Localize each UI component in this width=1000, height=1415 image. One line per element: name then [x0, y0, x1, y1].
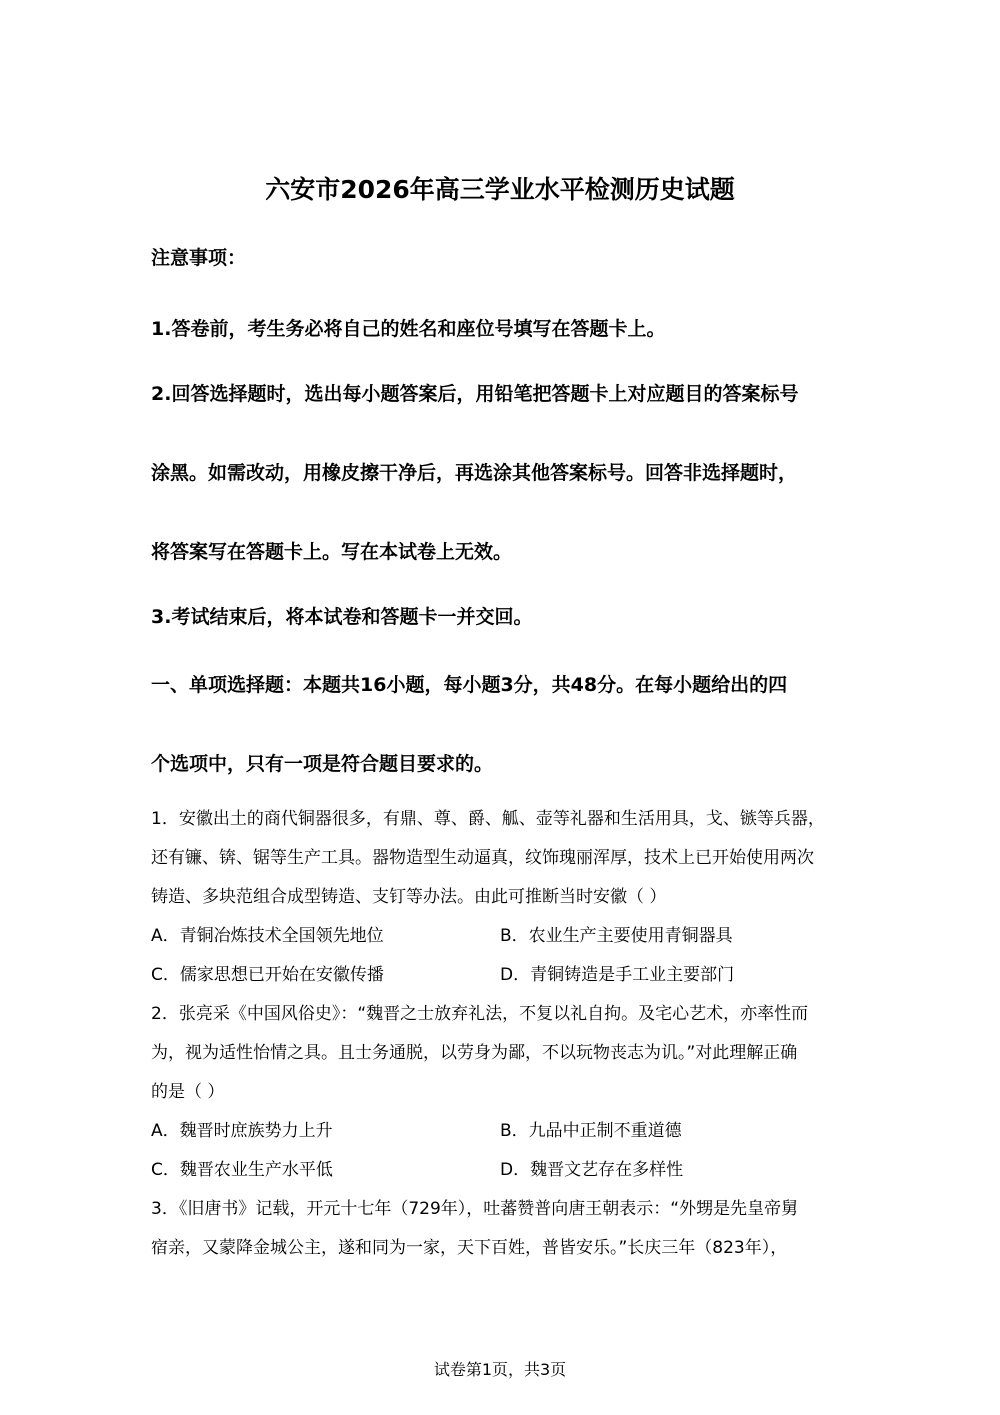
notice-line-2: 2.回答选择题时，选出每小题答案后，用铅笔把答题卡上对应题目的答案标号 — [151, 383, 799, 405]
notice-line-1: 1.答卷前，考生务必将自己的姓名和座位号填写在答题卡上。 — [151, 318, 666, 340]
question-1-option-d: D．青铜铸造是手工业主要部门 — [500, 965, 735, 985]
question-1-line-1: 1．安徽出土的商代铜器很多，有鼎、尊、爵、觚、壶等礼器和生活用具，戈、镞等兵器， — [151, 809, 825, 829]
section-heading-line-2: 个选项中，只有一项是符合题目要求的。 — [151, 753, 494, 775]
question-2-line-1: 2．张亮采《中国风俗史》：“魏晋之士放弃礼法，不复以礼自拘。及宅心艺术，亦率性而 — [151, 1004, 809, 1024]
notice-line-3: 涂黑。如需改动，用橡皮擦干净后，再选涂其他答案标号。回答非选择题时， — [151, 462, 798, 484]
question-1-option-c: C．儒家思想已开始在安徽传播 — [151, 965, 384, 985]
question-1-line-2: 还有镰、锛、锯等生产工具。器物造型生动逼真，纹饰瑰丽浑厚，技术上已开始使用两次 — [151, 848, 814, 868]
page-footer: 试卷第1页，共3页 — [433, 1360, 567, 1379]
question-2-option-d: D．魏晋文艺存在多样性 — [500, 1160, 684, 1180]
question-1-line-3: 铸造、多块范组合成型铸造、支钉等办法。由此可推断当时安徽（ ） — [151, 887, 667, 907]
section-heading-line-1: 一、单项选择题：本题共16小题，每小题3分，共48分。在每小题给出的四 — [151, 674, 788, 696]
page-title: 六安市2026年高三学业水平检测历史试题 — [265, 175, 735, 204]
question-2-option-c: C．魏晋农业生产水平低 — [151, 1160, 333, 1180]
notice-heading: 注意事项： — [151, 247, 247, 269]
question-2-option-a: A．魏晋时庶族势力上升 — [151, 1121, 333, 1141]
notice-line-5: 3.考试结束后，将本试卷和答题卡一并交回。 — [151, 606, 533, 628]
question-2-line-3: 的是（ ） — [151, 1082, 225, 1102]
question-3-line-1: 3．《旧唐书》记载，开元十七年（729年），吐蕃赞普向唐王朝表示：“外甥是先皇帝舅 — [151, 1199, 799, 1219]
question-2-line-2: 为，视为适性怡情之具。且士务通脱，以劳身为鄙，不以玩物丧志为讥。”对此理解正确 — [151, 1043, 798, 1063]
question-3-line-2: 宿亲，又蒙降金城公主，遂和同为一家，天下百姓，普皆安乐。”长庆三年（823年）， — [151, 1238, 788, 1258]
notice-line-4: 将答案写在答题卡上。写在本试卷上无效。 — [151, 541, 513, 563]
question-1-option-a: A．青铜冶炼技术全国领先地位 — [151, 926, 384, 946]
question-1-option-b: B．农业生产主要使用青铜器具 — [500, 926, 733, 946]
question-2-option-b: B．九品中正制不重道德 — [500, 1121, 682, 1141]
